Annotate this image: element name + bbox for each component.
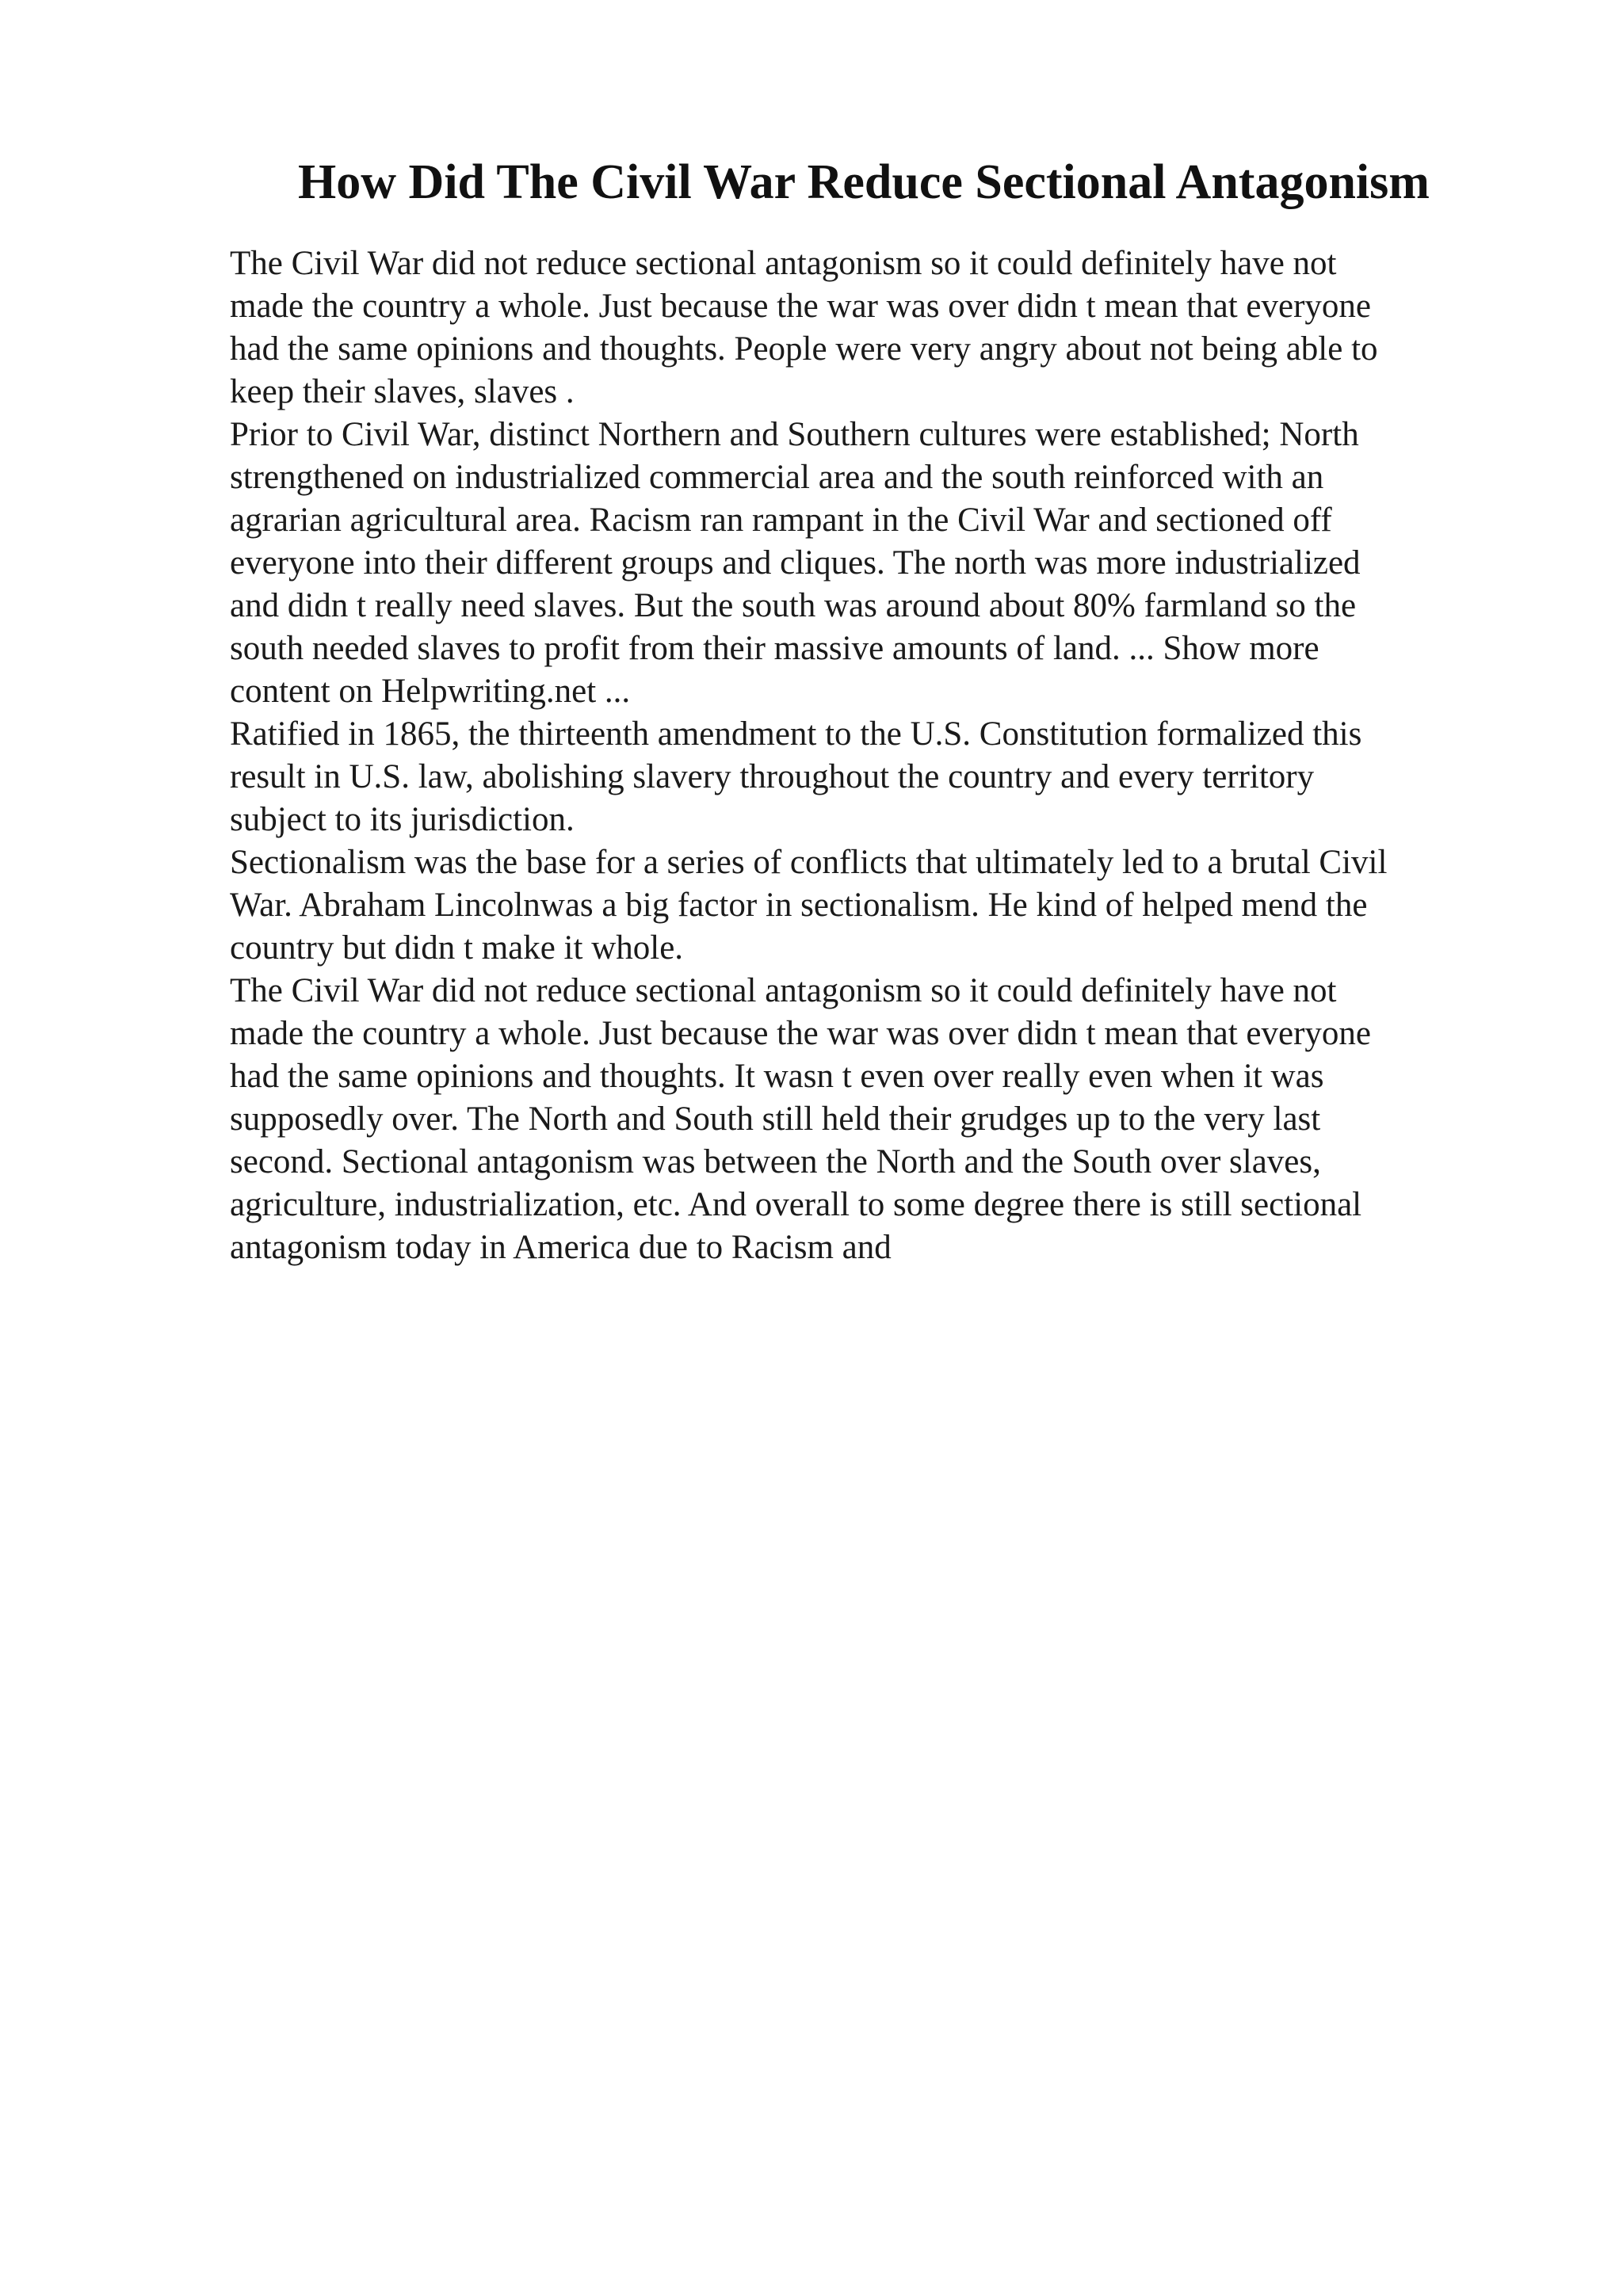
text-line: strengthened on industrialized commercial area and the south reinforced with an [230,459,1324,496]
text-line: south needed slaves to profit from their massive amounts of land. ... Show more [230,630,1319,667]
text-line: had the same opinions and thoughts. It wasn t even over really even when it was [230,1058,1324,1095]
paragraph-4 [230,841,1514,970]
text-line: keep their slaves, slaves . [230,373,575,410]
text-line: and didn t really need slaves. But the south was around about 80% farmland so the [230,587,1357,624]
text-line: content on Helpwriting.net ... [230,673,631,710]
paragraph-3 [230,713,1514,841]
document-body [230,242,1514,1269]
text-line: The Civil War did not reduce sectional antagonism so it could definitely have not [230,245,1337,282]
text-line: The Civil War did not reduce sectional antagonism so it could definitely have not [230,972,1337,1009]
text-line: Sectionalism was the base for a series of conflicts that ultimately led to a brutal Civil [230,844,1388,881]
text-line: Prior to Civil War, distinct Northern and Southern cultures were established; North [230,416,1359,453]
text-line: antagonism today in America due to Racism and [230,1229,892,1266]
text-line: had the same opinions and thoughts. People were very angry about not being able to [230,330,1378,368]
paragraph-1 [230,242,1514,414]
paragraph-5 [230,970,1514,1269]
text-line: supposedly over. The North and South still held their grudges up to the very last [230,1100,1321,1138]
text-line: subject to its jurisdiction. [230,801,575,838]
text-line: made the country a whole. Just because the war was over didn t mean that everyone [230,288,1371,325]
text-line: country but didn t make it whole. [230,929,684,967]
text-line: War. Abraham Lincolnwas a big factor in sectionalism. He kind of helped mend the [230,887,1368,924]
text-line: made the country a whole. Just because the war was over didn t mean that everyone [230,1015,1371,1052]
paragraph-2 [230,414,1514,713]
document-title: How Did The Civil War Reduce Sectional Antagonism [298,155,1430,209]
text-line: agriculture, industrialization, etc. And overall to some degree there is still sectional [230,1186,1362,1223]
text-line: second. Sectional antagonism was between the North and the South over slaves, [230,1143,1321,1180]
text-line: result in U.S. law, abolishing slavery throughout the country and every territory [230,758,1315,795]
text-line: everyone into their different groups and cliques. The north was more industrialized [230,544,1361,582]
text-line: agrarian agricultural area. Racism ran rampant in the Civil War and sectioned off [230,502,1332,539]
text-line: Ratified in 1865, the thirteenth amendment to the U.S. Constitution formalized this [230,715,1362,753]
